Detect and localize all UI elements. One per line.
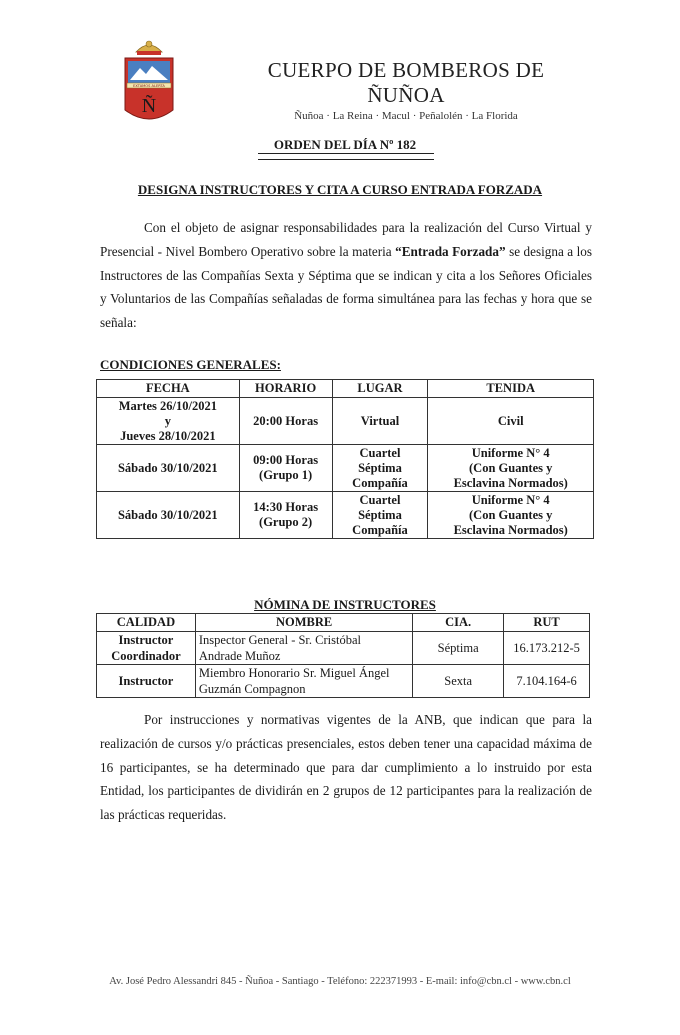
- organization-name: CUERPO DE BOMBEROS DE ÑUÑOA: [267, 58, 545, 107]
- table-row: [97, 398, 594, 445]
- order-subject: DESIGNA INSTRUCTORES Y CITA A CURSO ENTRADA FORZADA: [137, 182, 543, 197]
- table-row: [97, 665, 590, 698]
- cell-tenida: Uniforme N° 4 (Con Guantes y Esclavina Normados): [428, 445, 594, 492]
- cell-calidad: Instructor Coordinador: [97, 632, 196, 665]
- cell-horario: 09:00 Horas (Grupo 1): [239, 445, 332, 492]
- cell-fecha: Sábado 30/10/2021: [97, 445, 240, 492]
- svg-text:EXTAMOS ALERTA: EXTAMOS ALERTA: [133, 84, 165, 88]
- header-nombre: NOMBRE: [195, 614, 412, 632]
- closing-paragraph: [100, 708, 592, 827]
- header-horario: HORARIO: [239, 380, 332, 398]
- intro-subject-bold: “Entrada Forzada”: [395, 243, 506, 259]
- instructors-title: NÓMINA DE INSTRUCTORES: [254, 597, 436, 612]
- letterhead: [236, 58, 576, 122]
- table-header-row: [97, 380, 594, 398]
- intro-text-end: se designa a los Instructores de las Compañías Sexta y Séptima que se indican y cita a los Señores Oficiales y Voluntarios de las Compañías señaladas de forma simultánea para las fechas y hora que se señala:: [100, 243, 593, 331]
- cell-nombre: Miembro Honorario Sr. Miguel Ángel Guzmán Compagnon: [195, 665, 412, 698]
- cell-nombre: Inspector General - Sr. Cristóbal Andrade Muñoz: [195, 632, 412, 665]
- header-tenida: TENIDA: [428, 380, 594, 398]
- cell-horario: 14:30 Horas (Grupo 2): [239, 492, 332, 539]
- conditions-title: CONDICIONES GENERALES:: [100, 357, 281, 372]
- order-title: ORDEN DEL DÍA Nº 182: [273, 137, 417, 152]
- footer-contact: Av. José Pedro Alessandri 845 - Ñuñoa - Santiago - Teléfono: 222371993 - E-mail: info@cbn.cl - www.cbn.cl: [109, 976, 571, 987]
- conditions-table: [96, 379, 594, 539]
- closing-text: Por instrucciones y normativas vigentes de la ANB, que indican que para la realización de cursos y/o prácticas presenciales, estos deben tener una capacidad máxima de 16 participantes, se ha determinado que para dar cumplimiento a lo instruido por esta Entidad, los participantes de dividirán en 2 grupos de 12 participantes para la realización de las prácticas requeridas.: [100, 712, 592, 823]
- header-rut: RUT: [504, 614, 590, 632]
- intro-text-start: Con el objeto de asignar responsabilidades para la realización del Curso Virtual y Presencial - Nivel Bombero Operativo sobre la materia: [100, 220, 592, 259]
- cell-lugar: Cuartel Séptima Compañía: [332, 445, 428, 492]
- header-fecha: FECHA: [97, 380, 240, 398]
- table-header-row: [97, 614, 590, 632]
- cell-calidad: Instructor: [97, 665, 196, 698]
- cell-lugar: Cuartel Séptima Compañía: [332, 492, 428, 539]
- table-row: [97, 445, 594, 492]
- cell-rut: 7.104.164-6: [504, 665, 590, 698]
- cell-horario: 20:00 Horas: [239, 398, 332, 445]
- table-row: [97, 492, 594, 539]
- header-lugar: LUGAR: [332, 380, 428, 398]
- cell-cia: Séptima: [413, 632, 504, 665]
- header-cia: CIA.: [413, 614, 504, 632]
- organization-communes: Ñuñoa · La Reina · Macul · Peñalolén · La Florida: [294, 110, 518, 122]
- intro-paragraph: [100, 216, 592, 335]
- cell-cia: Sexta: [413, 665, 504, 698]
- svg-text:Ñ: Ñ: [141, 95, 157, 117]
- table-row: [97, 632, 590, 665]
- title-double-rule: [258, 153, 434, 160]
- cell-lugar: Virtual: [332, 398, 428, 445]
- cell-fecha: Sábado 30/10/2021: [97, 492, 240, 539]
- cell-fecha: Martes 26/10/2021 y Jueves 28/10/2021: [97, 398, 240, 445]
- fire-department-emblem-icon: [122, 36, 176, 128]
- instructors-table: [96, 613, 590, 698]
- cell-rut: 16.173.212-5: [504, 632, 590, 665]
- cell-tenida: Uniforme N° 4 (Con Guantes y Esclavina Normados): [428, 492, 594, 539]
- header-calidad: CALIDAD: [97, 614, 196, 632]
- cell-tenida: Civil: [428, 398, 594, 445]
